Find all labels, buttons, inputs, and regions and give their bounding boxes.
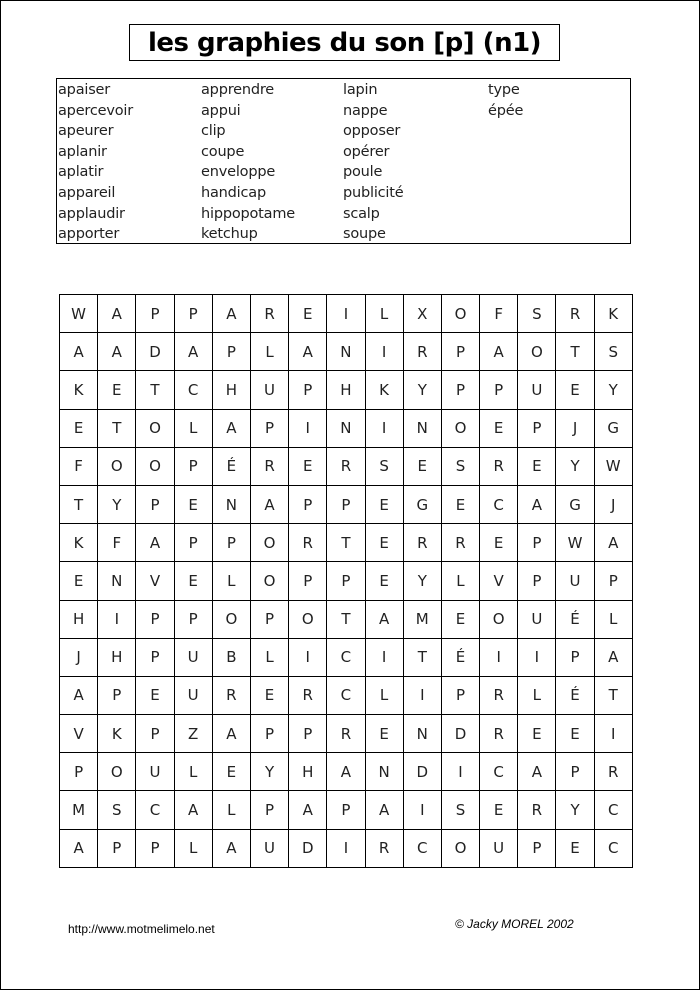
grid-cell[interactable]: L bbox=[174, 829, 212, 867]
grid-cell[interactable]: Y bbox=[98, 485, 136, 523]
grid-cell[interactable]: S bbox=[441, 791, 479, 829]
grid-cell[interactable]: P bbox=[289, 562, 327, 600]
grid-cell[interactable]: X bbox=[403, 295, 441, 333]
word: poule bbox=[343, 164, 383, 181]
grid-cell[interactable]: Y bbox=[556, 791, 594, 829]
word: opérer bbox=[343, 143, 390, 160]
grid-cell[interactable]: N bbox=[365, 753, 403, 791]
grid-row bbox=[60, 409, 633, 447]
grid-cell[interactable]: L bbox=[250, 638, 288, 676]
grid-cell[interactable]: P bbox=[327, 791, 365, 829]
grid-cell[interactable]: U bbox=[136, 753, 174, 791]
word: applaudir bbox=[58, 205, 125, 222]
grid-cell[interactable]: E bbox=[365, 485, 403, 523]
grid-cell[interactable]: A bbox=[98, 333, 136, 371]
word: publicité bbox=[343, 184, 404, 201]
grid-cell[interactable]: É bbox=[212, 447, 250, 485]
grid-cell[interactable]: L bbox=[174, 753, 212, 791]
word: apeurer bbox=[58, 123, 114, 140]
grid-cell[interactable]: P bbox=[136, 715, 174, 753]
grid-cell[interactable]: C bbox=[403, 829, 441, 867]
grid-cell[interactable]: K bbox=[365, 371, 403, 409]
grid-cell[interactable]: P bbox=[556, 753, 594, 791]
grid-cell[interactable]: M bbox=[403, 600, 441, 638]
grid-cell[interactable]: I bbox=[327, 295, 365, 333]
grid-cell[interactable]: A bbox=[594, 524, 632, 562]
grid-cell[interactable]: L bbox=[365, 295, 403, 333]
grid-cell[interactable]: P bbox=[289, 715, 327, 753]
grid-cell[interactable]: P bbox=[518, 562, 556, 600]
grid-cell[interactable]: C bbox=[136, 791, 174, 829]
grid-cell[interactable]: P bbox=[136, 485, 174, 523]
grid-cell[interactable]: C bbox=[594, 791, 632, 829]
grid-cell[interactable]: K bbox=[60, 371, 98, 409]
grid-cell[interactable]: B bbox=[212, 638, 250, 676]
grid-cell[interactable]: S bbox=[594, 333, 632, 371]
word: opposer bbox=[343, 123, 401, 140]
word-search-grid bbox=[59, 294, 633, 868]
word: apporter bbox=[58, 226, 120, 243]
grid-cell[interactable]: P bbox=[174, 295, 212, 333]
grid-cell[interactable]: U bbox=[518, 371, 556, 409]
grid-cell[interactable]: J bbox=[594, 485, 632, 523]
grid-row bbox=[60, 371, 633, 409]
grid-cell[interactable]: K bbox=[98, 715, 136, 753]
grid-cell[interactable]: O bbox=[441, 409, 479, 447]
grid-cell[interactable]: E bbox=[60, 562, 98, 600]
word: apprendre bbox=[201, 82, 275, 98]
website-url: http://www.motmelimelo.net bbox=[68, 922, 215, 936]
grid-cell[interactable]: L bbox=[518, 676, 556, 714]
grid-cell[interactable]: T bbox=[327, 600, 365, 638]
grid-cell[interactable]: I bbox=[327, 829, 365, 867]
grid-cell[interactable]: V bbox=[136, 562, 174, 600]
grid-cell[interactable]: R bbox=[480, 447, 518, 485]
grid-cell[interactable]: I bbox=[365, 333, 403, 371]
grid-cell[interactable]: K bbox=[60, 524, 98, 562]
grid-cell[interactable]: W bbox=[556, 524, 594, 562]
grid-cell[interactable]: C bbox=[480, 753, 518, 791]
grid-cell[interactable]: P bbox=[212, 524, 250, 562]
grid-cell[interactable]: O bbox=[98, 753, 136, 791]
grid-cell[interactable]: R bbox=[212, 676, 250, 714]
grid-row bbox=[60, 562, 633, 600]
grid-cell[interactable]: I bbox=[403, 676, 441, 714]
grid-cell[interactable]: U bbox=[556, 562, 594, 600]
grid-cell[interactable]: R bbox=[403, 524, 441, 562]
word: aplanir bbox=[58, 143, 107, 160]
word-column-4 bbox=[488, 80, 523, 121]
word: nappe bbox=[343, 102, 388, 119]
grid-cell[interactable]: R bbox=[518, 791, 556, 829]
grid-cell[interactable]: N bbox=[403, 715, 441, 753]
grid-cell[interactable]: E bbox=[98, 371, 136, 409]
grid-cell[interactable]: P bbox=[98, 676, 136, 714]
grid-cell[interactable]: T bbox=[594, 676, 632, 714]
word-column-1 bbox=[58, 80, 133, 245]
grid-row bbox=[60, 295, 633, 333]
grid-cell[interactable]: U bbox=[174, 676, 212, 714]
grid-cell[interactable]: S bbox=[98, 791, 136, 829]
grid-cell[interactable]: O bbox=[212, 600, 250, 638]
grid-cell[interactable]: A bbox=[60, 829, 98, 867]
grid-cell[interactable]: A bbox=[60, 333, 98, 371]
grid-cell[interactable]: R bbox=[480, 676, 518, 714]
grid-cell[interactable]: P bbox=[518, 524, 556, 562]
grid-cell[interactable]: I bbox=[403, 791, 441, 829]
word: soupe bbox=[343, 226, 386, 243]
grid-cell[interactable]: G bbox=[556, 485, 594, 523]
grid-cell[interactable]: E bbox=[250, 676, 288, 714]
grid-row bbox=[60, 638, 633, 676]
grid-cell[interactable]: E bbox=[441, 600, 479, 638]
grid-cell[interactable]: P bbox=[441, 676, 479, 714]
grid-cell[interactable]: R bbox=[365, 829, 403, 867]
grid-cell[interactable]: A bbox=[212, 715, 250, 753]
grid-cell[interactable]: A bbox=[289, 791, 327, 829]
grid-cell[interactable]: O bbox=[518, 333, 556, 371]
grid-row bbox=[60, 447, 633, 485]
grid-cell[interactable]: O bbox=[250, 524, 288, 562]
grid-cell[interactable]: R bbox=[556, 295, 594, 333]
grid-cell[interactable]: P bbox=[250, 791, 288, 829]
grid-cell[interactable]: I bbox=[289, 638, 327, 676]
grid-cell[interactable]: O bbox=[441, 295, 479, 333]
grid-cell[interactable]: U bbox=[174, 638, 212, 676]
copyright: © Jacky MOREL 2002 bbox=[455, 917, 574, 931]
grid-cell[interactable]: S bbox=[518, 295, 556, 333]
grid-cell[interactable]: N bbox=[327, 333, 365, 371]
grid-cell[interactable]: P bbox=[136, 638, 174, 676]
grid-cell[interactable]: C bbox=[174, 371, 212, 409]
grid-cell[interactable]: U bbox=[518, 600, 556, 638]
grid-cell[interactable]: V bbox=[480, 562, 518, 600]
grid-cell[interactable]: O bbox=[480, 600, 518, 638]
grid-cell[interactable]: H bbox=[327, 371, 365, 409]
grid-cell[interactable]: N bbox=[327, 409, 365, 447]
grid-cell[interactable]: E bbox=[403, 447, 441, 485]
grid-row bbox=[60, 524, 633, 562]
grid-cell[interactable]: H bbox=[289, 753, 327, 791]
grid-cell[interactable]: E bbox=[480, 791, 518, 829]
grid-row bbox=[60, 791, 633, 829]
grid-cell[interactable]: E bbox=[441, 485, 479, 523]
grid-cell[interactable]: I bbox=[289, 409, 327, 447]
grid-cell[interactable]: C bbox=[327, 676, 365, 714]
grid-cell[interactable]: S bbox=[365, 447, 403, 485]
grid-cell[interactable]: R bbox=[441, 524, 479, 562]
grid-cell[interactable]: Y bbox=[403, 562, 441, 600]
grid-cell[interactable]: P bbox=[174, 447, 212, 485]
word-list bbox=[56, 78, 631, 244]
grid-cell[interactable]: A bbox=[250, 485, 288, 523]
grid-cell[interactable]: F bbox=[98, 524, 136, 562]
word: clip bbox=[201, 123, 226, 140]
grid-cell[interactable]: E bbox=[365, 524, 403, 562]
grid-cell[interactable]: P bbox=[136, 600, 174, 638]
grid-cell[interactable]: O bbox=[441, 829, 479, 867]
grid-cell[interactable]: R bbox=[327, 715, 365, 753]
grid-cell[interactable]: P bbox=[174, 524, 212, 562]
grid-cell[interactable]: F bbox=[480, 295, 518, 333]
grid-cell[interactable]: N bbox=[98, 562, 136, 600]
grid-cell[interactable]: P bbox=[327, 562, 365, 600]
grid-cell[interactable]: O bbox=[136, 409, 174, 447]
grid-row bbox=[60, 600, 633, 638]
word: scalp bbox=[343, 205, 380, 222]
grid-cell[interactable]: P bbox=[136, 829, 174, 867]
grid-cell[interactable]: A bbox=[518, 485, 556, 523]
grid-cell[interactable]: L bbox=[441, 562, 479, 600]
grid-cell[interactable]: O bbox=[98, 447, 136, 485]
grid-cell[interactable]: E bbox=[480, 409, 518, 447]
grid-cell[interactable]: G bbox=[403, 485, 441, 523]
grid-cell[interactable]: L bbox=[250, 333, 288, 371]
grid-cell[interactable]: H bbox=[212, 371, 250, 409]
word: ketchup bbox=[201, 226, 258, 243]
grid-cell[interactable]: E bbox=[365, 562, 403, 600]
word-column-3 bbox=[343, 80, 403, 245]
grid-cell[interactable]: P bbox=[518, 409, 556, 447]
grid-cell[interactable]: N bbox=[403, 409, 441, 447]
word: appui bbox=[201, 102, 241, 119]
grid-cell[interactable]: Y bbox=[403, 371, 441, 409]
word: appareil bbox=[58, 184, 116, 201]
grid-cell[interactable]: P bbox=[98, 829, 136, 867]
grid-cell[interactable]: E bbox=[556, 829, 594, 867]
grid-cell[interactable]: A bbox=[98, 295, 136, 333]
grid-cell[interactable]: E bbox=[174, 485, 212, 523]
grid-cell[interactable]: E bbox=[289, 447, 327, 485]
word: épée bbox=[488, 102, 524, 119]
grid-cell[interactable]: P bbox=[250, 715, 288, 753]
word: hippopotame bbox=[201, 205, 295, 222]
word: aplatir bbox=[58, 164, 104, 181]
grid-cell[interactable]: E bbox=[212, 753, 250, 791]
grid-row bbox=[60, 753, 633, 791]
grid-cell[interactable]: I bbox=[441, 753, 479, 791]
grid-cell[interactable]: R bbox=[250, 295, 288, 333]
grid-cell[interactable]: P bbox=[289, 371, 327, 409]
grid-cell[interactable]: D bbox=[289, 829, 327, 867]
grid-cell[interactable]: V bbox=[60, 715, 98, 753]
grid-cell[interactable]: P bbox=[250, 600, 288, 638]
grid-cell[interactable]: C bbox=[327, 638, 365, 676]
grid-cell[interactable]: E bbox=[556, 371, 594, 409]
grid-cell[interactable]: R bbox=[289, 676, 327, 714]
word: enveloppe bbox=[201, 164, 276, 181]
grid-cell[interactable]: M bbox=[60, 791, 98, 829]
word: type bbox=[488, 82, 520, 98]
grid-cell[interactable]: E bbox=[174, 562, 212, 600]
grid-cell[interactable]: I bbox=[365, 638, 403, 676]
grid-cell[interactable]: E bbox=[289, 295, 327, 333]
grid-cell[interactable]: A bbox=[136, 524, 174, 562]
grid-cell[interactable]: P bbox=[212, 333, 250, 371]
grid-cell[interactable]: A bbox=[480, 333, 518, 371]
word: coupe bbox=[201, 143, 245, 160]
grid-cell[interactable]: A bbox=[174, 333, 212, 371]
grid-cell[interactable]: J bbox=[556, 409, 594, 447]
grid-cell[interactable]: O bbox=[250, 562, 288, 600]
grid-cell[interactable]: E bbox=[365, 715, 403, 753]
grid-cell[interactable]: L bbox=[594, 600, 632, 638]
grid-cell[interactable]: O bbox=[136, 447, 174, 485]
grid-cell[interactable]: D bbox=[403, 753, 441, 791]
grid-cell[interactable]: Y bbox=[556, 447, 594, 485]
grid-cell[interactable]: R bbox=[594, 753, 632, 791]
grid-cell[interactable]: T bbox=[556, 333, 594, 371]
grid-cell[interactable]: A bbox=[594, 638, 632, 676]
grid-cell[interactable]: G bbox=[594, 409, 632, 447]
title-box bbox=[129, 24, 560, 61]
grid-cell[interactable]: D bbox=[441, 715, 479, 753]
grid-cell[interactable]: A bbox=[60, 676, 98, 714]
grid-cell[interactable]: U bbox=[250, 371, 288, 409]
grid-cell[interactable]: A bbox=[365, 600, 403, 638]
grid-cell[interactable]: E bbox=[556, 715, 594, 753]
word: lapin bbox=[343, 82, 378, 98]
grid-cell[interactable]: A bbox=[212, 829, 250, 867]
grid-cell[interactable]: P bbox=[441, 333, 479, 371]
grid-cell[interactable]: E bbox=[518, 447, 556, 485]
grid-cell[interactable]: P bbox=[556, 638, 594, 676]
grid-cell[interactable]: I bbox=[98, 600, 136, 638]
grid-cell[interactable]: T bbox=[98, 409, 136, 447]
grid-cell[interactable]: H bbox=[98, 638, 136, 676]
grid-cell[interactable]: D bbox=[136, 333, 174, 371]
grid-row bbox=[60, 829, 633, 867]
grid-cell[interactable]: J bbox=[60, 638, 98, 676]
grid-cell[interactable]: R bbox=[403, 333, 441, 371]
grid-cell[interactable]: A bbox=[365, 791, 403, 829]
grid-cell[interactable]: P bbox=[250, 409, 288, 447]
grid-cell[interactable]: A bbox=[212, 295, 250, 333]
grid-cell[interactable]: R bbox=[327, 447, 365, 485]
grid-cell[interactable]: Y bbox=[594, 371, 632, 409]
grid-cell[interactable]: C bbox=[480, 485, 518, 523]
grid-cell[interactable]: T bbox=[60, 485, 98, 523]
grid-cell[interactable]: L bbox=[174, 409, 212, 447]
word: handicap bbox=[201, 184, 266, 201]
word-column-2 bbox=[201, 80, 295, 245]
grid-cell[interactable]: P bbox=[441, 371, 479, 409]
grid-row bbox=[60, 485, 633, 523]
grid-cell[interactable]: L bbox=[212, 791, 250, 829]
grid-cell[interactable]: T bbox=[136, 371, 174, 409]
page-title: les graphies du son [p] (n1) bbox=[147, 27, 542, 58]
grid-cell[interactable]: N bbox=[212, 485, 250, 523]
grid-cell[interactable]: E bbox=[480, 524, 518, 562]
grid-row bbox=[60, 333, 633, 371]
grid-cell[interactable]: Z bbox=[174, 715, 212, 753]
grid-cell[interactable]: A bbox=[174, 791, 212, 829]
grid-cell[interactable]: K bbox=[594, 295, 632, 333]
grid-cell[interactable]: I bbox=[594, 715, 632, 753]
grid-cell[interactable]: H bbox=[60, 600, 98, 638]
grid-cell[interactable]: W bbox=[594, 447, 632, 485]
grid-cell[interactable]: P bbox=[174, 600, 212, 638]
grid-cell[interactable]: I bbox=[365, 409, 403, 447]
grid-cell[interactable]: T bbox=[403, 638, 441, 676]
grid-cell[interactable]: P bbox=[327, 485, 365, 523]
grid-cell[interactable]: E bbox=[60, 409, 98, 447]
grid-cell[interactable]: E bbox=[518, 715, 556, 753]
grid-cell[interactable]: L bbox=[212, 562, 250, 600]
grid-cell[interactable]: A bbox=[289, 333, 327, 371]
grid-cell[interactable]: I bbox=[518, 638, 556, 676]
grid-cell[interactable]: P bbox=[60, 753, 98, 791]
grid-cell[interactable]: S bbox=[441, 447, 479, 485]
grid-cell[interactable]: A bbox=[327, 753, 365, 791]
grid-cell[interactable]: T bbox=[327, 524, 365, 562]
grid-cell[interactable]: R bbox=[480, 715, 518, 753]
grid-cell[interactable]: P bbox=[518, 829, 556, 867]
grid-cell[interactable]: P bbox=[136, 295, 174, 333]
grid-cell[interactable]: A bbox=[518, 753, 556, 791]
grid-cell[interactable]: U bbox=[250, 829, 288, 867]
grid-cell[interactable]: Y bbox=[250, 753, 288, 791]
grid-row bbox=[60, 676, 633, 714]
grid-cell[interactable]: É bbox=[441, 638, 479, 676]
word: apaiser bbox=[58, 82, 111, 98]
grid-cell[interactable]: P bbox=[480, 371, 518, 409]
grid-cell[interactable]: O bbox=[289, 600, 327, 638]
grid-cell[interactable]: A bbox=[212, 409, 250, 447]
grid-cell[interactable]: E bbox=[136, 676, 174, 714]
grid-cell[interactable]: É bbox=[556, 676, 594, 714]
grid-cell[interactable]: U bbox=[480, 829, 518, 867]
grid-cell[interactable]: R bbox=[250, 447, 288, 485]
grid-cell[interactable]: L bbox=[365, 676, 403, 714]
grid-cell[interactable]: É bbox=[556, 600, 594, 638]
grid-cell[interactable]: I bbox=[480, 638, 518, 676]
grid-cell[interactable]: C bbox=[594, 829, 632, 867]
grid-cell[interactable]: P bbox=[594, 562, 632, 600]
grid-cell[interactable]: F bbox=[60, 447, 98, 485]
grid-row bbox=[60, 715, 633, 753]
grid-cell[interactable]: R bbox=[289, 524, 327, 562]
grid-cell[interactable]: W bbox=[60, 295, 98, 333]
word: apercevoir bbox=[58, 102, 133, 119]
grid-cell[interactable]: P bbox=[289, 485, 327, 523]
